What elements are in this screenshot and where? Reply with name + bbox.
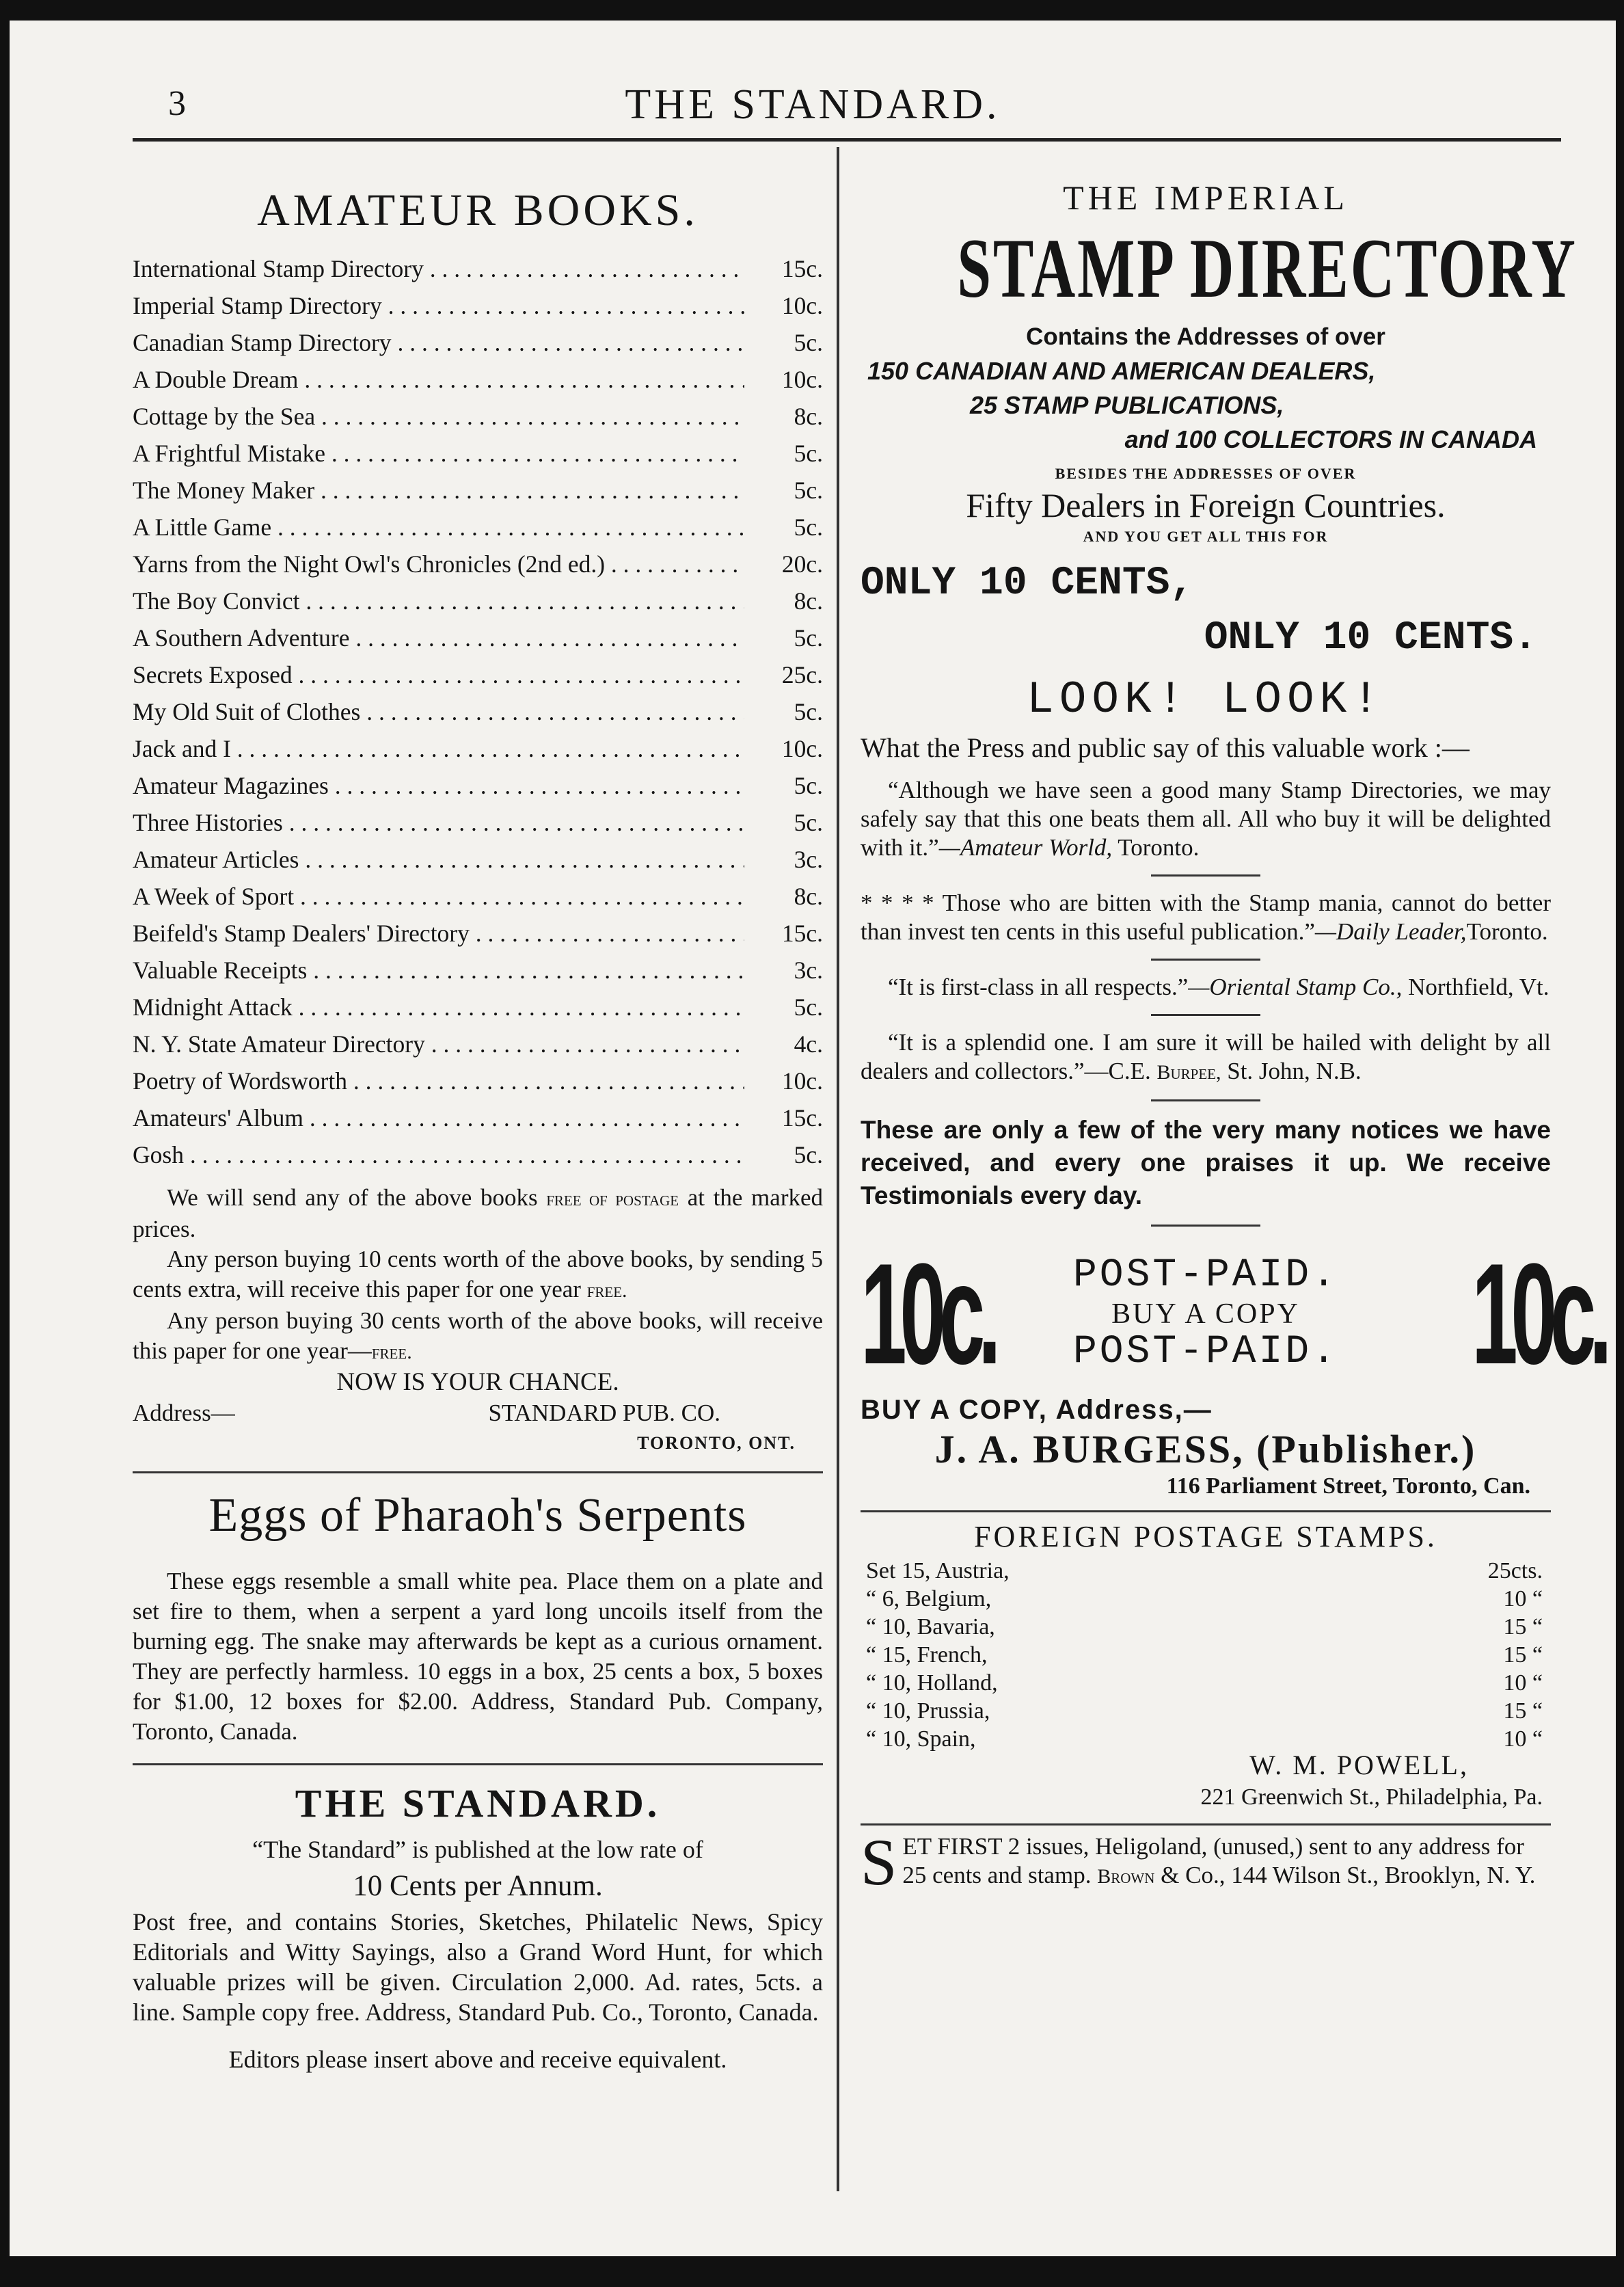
book-row (133, 1099, 823, 1136)
dealer-address: 221 Greenwich St., Philadelphia, Pa. (1200, 1784, 1543, 1810)
stamp-row (861, 1669, 1551, 1697)
collectors-line: and 100 COLLECTORS IN CANADA (1124, 425, 1537, 453)
book-title: Amateurs' Album . . . (133, 1099, 744, 1136)
stamp-set: Set 15, Austria, (866, 1558, 1010, 1583)
eggs-body: These eggs resemble a small white pea. Place them on a plate and set fire to them, when a serpent a yard long uncoils itself from the burning egg. The snake may afterwards be kept as a curious ornament. They are perfectly harmless. 10 eggs in a box, 25 cents a box, 5 boxes for $1.00, 12 boxes for $2.00. Address, Standard Pub. Company, Toronto, Canada. (133, 1568, 823, 1745)
standard-ad-rate-line: “The Standard” is published at the low rate of (252, 1836, 703, 1863)
only-10-cents-2: ONLY 10 CENTS. (1204, 616, 1537, 660)
book-row (133, 361, 823, 398)
book-price: 5c. (794, 809, 823, 836)
book-row (133, 472, 823, 509)
book-row (133, 878, 823, 915)
book-price: 15c. (781, 1104, 823, 1132)
book-price: 5c. (794, 624, 823, 652)
book-price: 8c. (794, 883, 823, 910)
eggs-title: Eggs of Pharaoh's Serpents (208, 1489, 747, 1542)
book-title: Imperial Stamp Directory . . . (133, 287, 744, 324)
stamp-list (861, 1557, 1551, 1753)
book-title: A Week of Sport . . . (133, 878, 744, 915)
book-row (133, 619, 823, 656)
quote-rule (1151, 874, 1260, 877)
book-row (133, 1062, 823, 1099)
press-intro: What the Press and public say of this valuable work :— (861, 732, 1470, 763)
stamp-price: 25cts. (1487, 1558, 1543, 1583)
book-price: 5c. (794, 477, 823, 504)
book-price: 5c. (794, 513, 823, 541)
publisher-street: 116 Parliament Street, Toronto, Can. (1166, 1473, 1530, 1499)
stamp-price: 15 “ (1503, 1642, 1543, 1668)
book-row (133, 435, 823, 472)
section-rule (861, 1823, 1551, 1825)
masthead-title: THE STANDARD. (625, 81, 1001, 128)
stamp-set: “ 15, French, (866, 1642, 988, 1668)
book-title: Poetry of Wordsworth . . . (133, 1062, 744, 1099)
book-price: 4c. (794, 1030, 823, 1058)
set-first-ad (861, 1825, 1551, 1899)
book-row (133, 287, 823, 324)
book-price: 15c. (781, 920, 823, 947)
only-10-cents-1: ONLY 10 CENTS, (861, 561, 1194, 606)
buy-a-copy-center: BUY A COPY (1111, 1298, 1300, 1330)
editors-note: Editors please insert above and receive equivalent. (228, 2046, 727, 2073)
left-column (133, 150, 823, 2074)
publications-line: 25 STAMP PUBLICATIONS, (970, 391, 1284, 419)
book-title: Midnight Attack . . . (133, 989, 744, 1026)
stamp-set: “ 10, Spain, (866, 1726, 976, 1752)
stamp-directory-title: STAMP DIRECTORY (957, 222, 1578, 315)
book-row (133, 509, 823, 546)
book-row (133, 583, 823, 619)
stamp-price: 10 “ (1503, 1670, 1543, 1696)
the-imperial-heading: THE IMPERIAL (1063, 178, 1349, 217)
book-price: 5c. (794, 440, 823, 467)
book-price: 10c. (781, 366, 823, 393)
stamp-set: “ 6, Belgium, (866, 1586, 992, 1611)
chance-line: NOW IS YOUR CHANCE. (336, 1368, 619, 1396)
stamp-row (861, 1557, 1551, 1585)
book-price: 5c. (794, 1141, 823, 1168)
book-title: The Boy Convict . . . (133, 583, 744, 619)
quote-rule (1151, 1225, 1260, 1227)
besides-line: BESIDES THE ADDRESSES OF OVER (1055, 465, 1357, 482)
book-row (133, 250, 823, 287)
dealers-line: 150 CANADIAN AND AMERICAN DEALERS, (867, 357, 1376, 385)
book-price: 20c. (781, 550, 823, 578)
header-rule (133, 138, 1561, 142)
quote-rule (1151, 959, 1260, 961)
book-row (133, 767, 823, 804)
book-price: 3c. (794, 957, 823, 984)
book-title: The Money Maker . . . (133, 472, 744, 509)
book-title: N. Y. State Amateur Directory . . . (133, 1026, 744, 1062)
section-rule (133, 1471, 823, 1473)
address-line (133, 1397, 823, 1429)
book-title: My Old Suit of Clothes . . . (133, 693, 744, 730)
book-row (133, 1136, 823, 1173)
standard-ad-title: THE STANDARD. (295, 1781, 661, 1825)
right-column (861, 150, 1606, 1899)
ten-cents-left: 10c. (861, 1233, 994, 1394)
set-first-text: SET FIRST 2 issues, Heligoland, (unused,) sent to any address for 25 cents and stamp. Brown & Co., 144 Wilson St., Brooklyn, N. Y. (861, 1825, 1536, 1899)
buy-address-line: BUY A COPY, Address,— (861, 1395, 1213, 1425)
and-you-get-line: AND YOU GET ALL THIS FOR (1083, 528, 1329, 545)
book-title: A Southern Adventure . . . (133, 619, 744, 656)
book-row (133, 1026, 823, 1062)
book-row (133, 398, 823, 435)
book-price: 5c. (794, 698, 823, 725)
stamp-price: 10 “ (1503, 1586, 1543, 1611)
free-postage-note: We will send any of the above books free of postage at the marked prices. (133, 1184, 824, 1242)
book-row (133, 656, 823, 693)
book-title: Amateur Magazines . . . (133, 767, 744, 804)
book-title: Cottage by the Sea . . . (133, 398, 744, 435)
stamp-set: “ 10, Holland, (866, 1670, 998, 1696)
book-row (133, 804, 823, 841)
section-rule (861, 1510, 1551, 1512)
post-paid-bottom: POST-PAID. (1072, 1330, 1339, 1374)
stamp-set: “ 10, Prussia, (866, 1698, 990, 1724)
eggs-section (133, 1488, 823, 1747)
stamp-price: 15 “ (1503, 1698, 1543, 1724)
subscription-offer-30: Any person buying 30 cents worth of the above books, will receive this paper for one year—free. (133, 1307, 823, 1364)
book-price: 5c. (794, 993, 823, 1021)
address-label: Address— (133, 1400, 235, 1426)
post-paid-center (997, 1255, 1414, 1374)
book-price: 10c. (781, 735, 823, 762)
standard-ad-section (133, 1780, 823, 2074)
book-title: Gosh . . . (133, 1136, 744, 1173)
stamp-price: 15 “ (1503, 1614, 1543, 1640)
contains-line: Contains the Addresses of over (1026, 323, 1385, 350)
section-rule (133, 1763, 823, 1765)
post-paid-top: POST-PAID. (1072, 1253, 1339, 1298)
quote-daily-leader: * * * * Those who are bitten with the Stamp mania, cannot do better than invest ten cents in this useful publication.”—Daily Leader,Toronto. (861, 890, 1551, 945)
book-list (133, 250, 823, 1173)
stamp-price: 10 “ (1503, 1726, 1543, 1752)
book-row (133, 952, 823, 989)
book-title: Valuable Receipts . . . (133, 952, 744, 989)
drop-cap: S (861, 1825, 897, 1899)
book-title: Beifeld's Stamp Dealers' Directory . . . (133, 915, 744, 952)
book-row (133, 915, 823, 952)
fifty-dealers-line: Fifty Dealers in Foreign Countries. (966, 486, 1446, 524)
book-title: Yarns from the Night Owl's Chronicles (2nd ed.) . . . (133, 546, 744, 583)
stamp-set: “ 10, Bavaria, (866, 1614, 995, 1640)
stamp-row (861, 1613, 1551, 1641)
stamp-row (861, 1585, 1551, 1613)
book-price: 15c. (781, 255, 823, 282)
address-name: STANDARD PUB. CO. (488, 1400, 720, 1426)
book-price: 25c. (781, 661, 823, 688)
quote-rule (1151, 1014, 1260, 1016)
stamp-row (861, 1697, 1551, 1725)
book-price: 5c. (794, 772, 823, 799)
quote-burpee: “It is a splendid one. I am sure it will be hailed with delight by all dealers and collectors.”—C.E. Burpee, St. John, N.B. (861, 1029, 1551, 1084)
amateur-books-section (133, 185, 823, 1454)
book-title: Canadian Stamp Directory . . . (133, 324, 744, 361)
book-title: A Frightful Mistake . . . (133, 435, 744, 472)
book-title: International Stamp Directory . . . (133, 250, 744, 287)
book-title: Amateur Articles . . . (133, 841, 744, 878)
stamp-row (861, 1641, 1551, 1669)
book-price: 5c. (794, 329, 823, 356)
book-row (133, 841, 823, 878)
book-row (133, 730, 823, 767)
book-price: 10c. (781, 292, 823, 319)
book-row (133, 693, 823, 730)
foreign-stamps-title: FOREIGN POSTAGE STAMPS. (974, 1520, 1437, 1553)
book-price: 3c. (794, 846, 823, 873)
dealer-name: W. M. POWELL, (1249, 1750, 1469, 1780)
ten-cents-right: 10c. (1472, 1233, 1606, 1394)
testimonials-note: These are only a few of the very many notices we have received, and every one praises it up. We receive Testimonials every day. (861, 1116, 1551, 1209)
quote-oriental: “It is first-class in all respects.”—Oriental Stamp Co., Northfield, Vt. (888, 974, 1549, 1000)
column-divider (837, 147, 839, 2191)
standard-ad-price: 10 Cents per Annum. (353, 1870, 603, 1902)
post-paid-banner (861, 1233, 1606, 1394)
book-row (133, 324, 823, 361)
amateur-books-title: AMATEUR BOOKS. (257, 185, 699, 235)
page-header (10, 68, 1616, 144)
book-title: A Little Game . . . (133, 509, 744, 546)
book-title: Three Histories . . . (133, 804, 744, 841)
book-price: 8c. (794, 403, 823, 430)
book-title: Secrets Exposed . . . (133, 656, 744, 693)
subscription-offer-10: Any person buying 10 cents worth of the above books, by sending 5 cents extra, will receive this paper for one year free. (133, 1246, 823, 1302)
foreign-stamps-section (861, 1519, 1551, 1814)
book-title: A Double Dream . . . (133, 361, 744, 398)
quote-rule (1151, 1099, 1260, 1101)
look-look-heading: LOOK! LOOK! (1027, 674, 1385, 725)
page-number: 3 (168, 84, 186, 123)
book-title: Jack and I . . . (133, 730, 744, 767)
book-price: 8c. (794, 587, 823, 615)
publisher-name: J. A. BURGESS, (Publisher.) (934, 1427, 1477, 1471)
book-row (133, 546, 823, 583)
imperial-directory-ad (861, 178, 1606, 1499)
newspaper-page (10, 21, 1616, 2256)
quote-amateur-world: “Although we have seen a good many Stamp Directories, we may safely say that this one beats them all. All who buy it will be delighted with it.”—Amateur World, Toronto. (861, 777, 1551, 861)
book-price: 10c. (781, 1067, 823, 1095)
book-row (133, 989, 823, 1026)
address-city: TORONTO, ONT. (637, 1433, 796, 1453)
standard-ad-body: Post free, and contains Stories, Sketches, Philatelic News, Spicy Editorials and Witty Sayings, also a Grand Word Hunt, for which valuable prizes will be given. Circulation 2,000. Ad. rates, 5cts. a line. Sample copy free. Address, Standard Pub. Co., Toronto, Canada. (133, 1908, 823, 2026)
